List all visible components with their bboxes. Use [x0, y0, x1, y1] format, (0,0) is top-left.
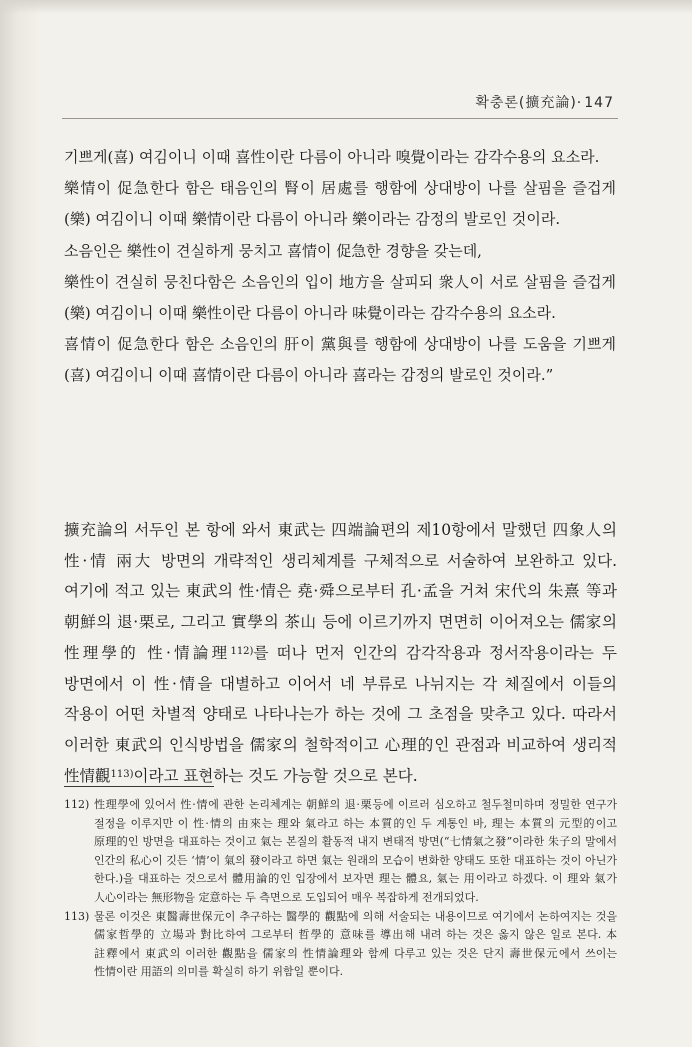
running-title: 확충론(擴充論)·: [475, 95, 583, 111]
footnote-ref-112[interactable]: 112): [230, 646, 254, 657]
body-text-segment: 이라고 표현하는 것도 가능할 것으로 본다.: [133, 767, 418, 785]
scan-shadow: [0, 0, 692, 14]
footnote-divider: [64, 786, 214, 787]
quoted-passage: [64, 142, 616, 392]
quote-paragraph: 喜情이 促急한다 함은 소음인의 肝이 黨與를 행함에 상대방이 나를 도움을 기쁘게(喜) 여김이니 이때 喜情이란 다름이 아니라 喜라는 감정의 발로인 것이라.”: [64, 335, 616, 385]
footnote-number: 112): [64, 798, 90, 811]
header-rule: [62, 118, 618, 119]
footnote-text: 性理學에 있어서 性·情에 관한 논리체계는 朝鮮의 退·栗등에 이르러 심오하고 철두철미하며 정밀한 연구가 절정을 이루지만 이 性·情의 由來는 理와 氣라고 하는 本質的인 두 계통인 바, 理는 本質의 元型的이고 原理的인 방면을 대표하는 것이고 氣는 본질의 활동적 내지 변태적 방면(“七情氣之發”이라한 朱子의 말에서 인간의 私心이 깃든 ‘情’이 氣의 發이라고 하면 氣는 원래의 모습이 변화한 양태도 또한 대표하는 것이 아닌가 한다.)을 대표하는 것으로서 體用論的인 입장에서 보자면 理는 體요, 氣는 用이라고 하겠다. 이 理와 氣가 人心이라는 無形物을 定意하는 두 측면으로 도입되어 매우 복잡하게 전개되었다.: [94, 798, 617, 904]
body-text-segment: 擴充論의 서두인 본 항에 와서 東武는 四端論편의 제10항에서 말했던 四象人의 性·情 兩大 방면의 개략적인 생리체계를 구체적으로 서술하여 보완하고 있다. 여기에 적고 있는 東武의 性·情은 堯·舜으로부터 孔·孟을 거쳐 宋代의 朱熹 等과 朝鮮의 退·栗로, 그리고 實學의 茶山 등에 이르기까지 면면히 이어져오는 儒家의 性理學的 性·情論理: [64, 521, 617, 662]
quote-paragraph: 소음인은 樂性이 견실하게 뭉치고 喜情이 促急한 경향을 갖는데,: [64, 241, 482, 260]
quote-paragraph: 樂性이 견실히 뭉친다함은 소음인의 입이 地方을 살피되 衆人이 서로 살핌을 즐겁게(樂) 여김이니 이때 樂性이란 다름이 아니라 味覺이라는 감각수용의 요소라.: [64, 272, 616, 323]
footnote-number: 113): [64, 909, 90, 923]
page-number: 147: [584, 95, 614, 111]
quote-paragraph: 樂情이 促急한다 함은 태음인의 腎이 居處를 행함에 상대방이 나를 살핌을 즐겁게(樂) 여김이니 이때 樂情이란 다름이 아니라 樂이라는 감정의 발로인 것이라.: [64, 179, 616, 229]
quote-paragraph: 기쁘게(喜) 여김이니 이때 喜性이란 다름이 아니라 嗅覺이라는 감각수용의 요소라.: [64, 148, 600, 166]
body-text-segment: 를 떠나 먼저 인간의 감각작용과 정서작용이라는 두 방면에서 이 性·情을 대별하고 이어서 네 부류로 나뉘지는 각 체질에서 이들의 작용이 어떤 차별적 양태로 나타나는가 하는 것에 그 초점을 맞추고 있다. 따라서 이러한 東武의 인식방법을 儒家의 철학적이고 心理的인 관점과 비교하여 생리적 性情觀: [64, 644, 618, 785]
footnote-112: [64, 796, 617, 908]
footnote-text: 물론 이것은 東醫壽世保元이 추구하는 醫學的 觀點에 의해 서술되는 내용이므로 여기에서 논하여지는 것을 儒家哲學的 立場과 對比하여 그로부터 哲學的 意味를 導出해 내려 하는 것은 옳지 않은 일로 본다. 本 註釋에서 東武의 이러한 觀點을 儒家의 性情論理와 함께 다루고 있는 것은 단지 壽世保元에서 쓰이는 性情이란 用語의 의미를 확실히 하기 위함일 뿐이다.: [94, 909, 617, 979]
running-header: [475, 92, 614, 112]
footnote-ref-113[interactable]: 113): [110, 769, 134, 780]
body-text: [64, 515, 617, 792]
body-paragraph: [64, 515, 617, 792]
footnotes: [64, 796, 617, 982]
footnote-113: [64, 908, 617, 982]
